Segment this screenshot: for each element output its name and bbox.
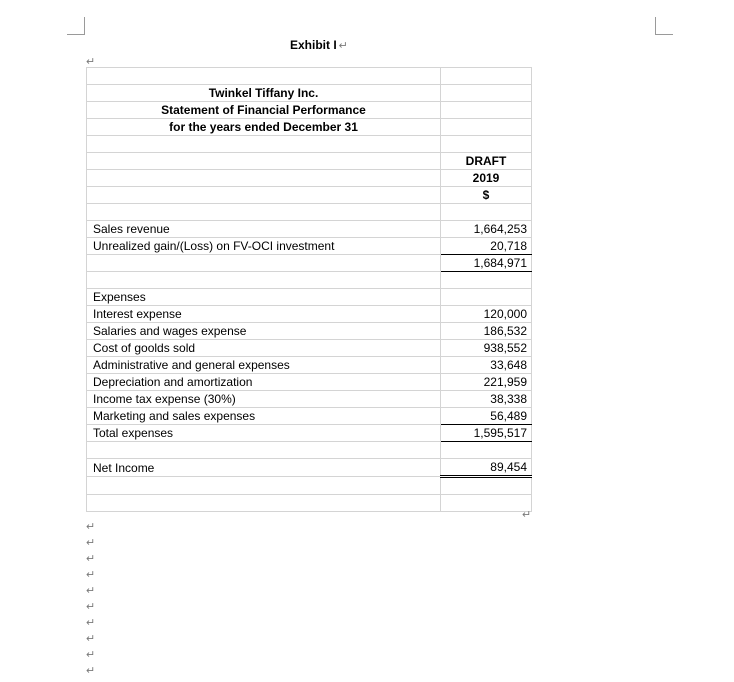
row-value: 120,000 [441, 306, 532, 323]
table-row [87, 425, 532, 442]
page-corner-top-left [67, 17, 85, 35]
row-label: Marketing and sales expenses [87, 408, 441, 425]
paragraph-mark-icon: ↵ [86, 633, 96, 645]
row-value: 20,718 [441, 238, 532, 255]
page-corner-top-right [655, 17, 673, 35]
row-value: 1,664,253 [441, 221, 532, 238]
statement-period: for the years ended December 31 [87, 119, 441, 136]
row-label: Depreciation and amortization [87, 374, 441, 391]
row-label: Cost of goolds sold [87, 340, 441, 357]
paragraph-mark-icon: ↵ [86, 569, 96, 581]
row-label: Unrealized gain/(Loss) on FV-OCI investment [87, 238, 441, 255]
table-row [87, 340, 532, 357]
table-row [87, 255, 532, 272]
company-name: Twinkel Tiffany Inc. [87, 85, 441, 102]
net-income-value: 89,454 [441, 459, 532, 477]
total-expenses-value: 1,595,517 [441, 425, 532, 442]
expenses-heading: Expenses [87, 289, 441, 306]
total-expenses-label: Total expenses [87, 425, 441, 442]
income-total: 1,684,971 [441, 255, 532, 272]
row-value: 33,648 [441, 357, 532, 374]
row-value: 186,532 [441, 323, 532, 340]
table-row [87, 459, 532, 477]
paragraph-mark-icon: ↵ [86, 601, 96, 613]
exhibit-title [290, 38, 348, 52]
row-label: Sales revenue [87, 221, 441, 238]
paragraph-mark-icon: ↵ [86, 537, 96, 549]
table-row [87, 374, 532, 391]
row-value: 938,552 [441, 340, 532, 357]
exhibit-title-text: Exhibit I [290, 38, 337, 52]
row-label: Income tax expense (30%) [87, 391, 441, 408]
paragraph-mark-icon: ↵ [86, 585, 96, 597]
table-row [87, 289, 532, 306]
row-label: Interest expense [87, 306, 441, 323]
row-value: 38,338 [441, 391, 532, 408]
row-value: 56,489 [441, 408, 532, 425]
column-year: 2019 [441, 170, 532, 187]
row-label: Administrative and general expenses [87, 357, 441, 374]
paragraph-mark-icon: ↵ [338, 40, 348, 52]
table-row [87, 408, 532, 425]
paragraph-mark-icon: ↵ [86, 56, 96, 68]
row-label: Salaries and wages expense [87, 323, 441, 340]
paragraph-mark-icon: ↵ [86, 553, 96, 565]
table-row [87, 357, 532, 374]
table-row [87, 323, 532, 340]
row-value: 221,959 [441, 374, 532, 391]
table-row [87, 391, 532, 408]
table-row [87, 221, 532, 238]
paragraph-mark-icon: ↵ [522, 509, 532, 521]
paragraph-mark-icon: ↵ [86, 617, 96, 629]
table-row [87, 238, 532, 255]
paragraph-mark-icon: ↵ [86, 521, 96, 533]
column-status: DRAFT [441, 153, 532, 170]
paragraph-mark-icon: ↵ [86, 665, 96, 677]
financial-statement-table [86, 67, 532, 512]
table-row [87, 306, 532, 323]
net-income-label: Net Income [87, 459, 441, 477]
paragraph-mark-icon: ↵ [86, 649, 96, 661]
statement-title: Statement of Financial Performance [87, 102, 441, 119]
column-currency: $ [441, 187, 532, 204]
